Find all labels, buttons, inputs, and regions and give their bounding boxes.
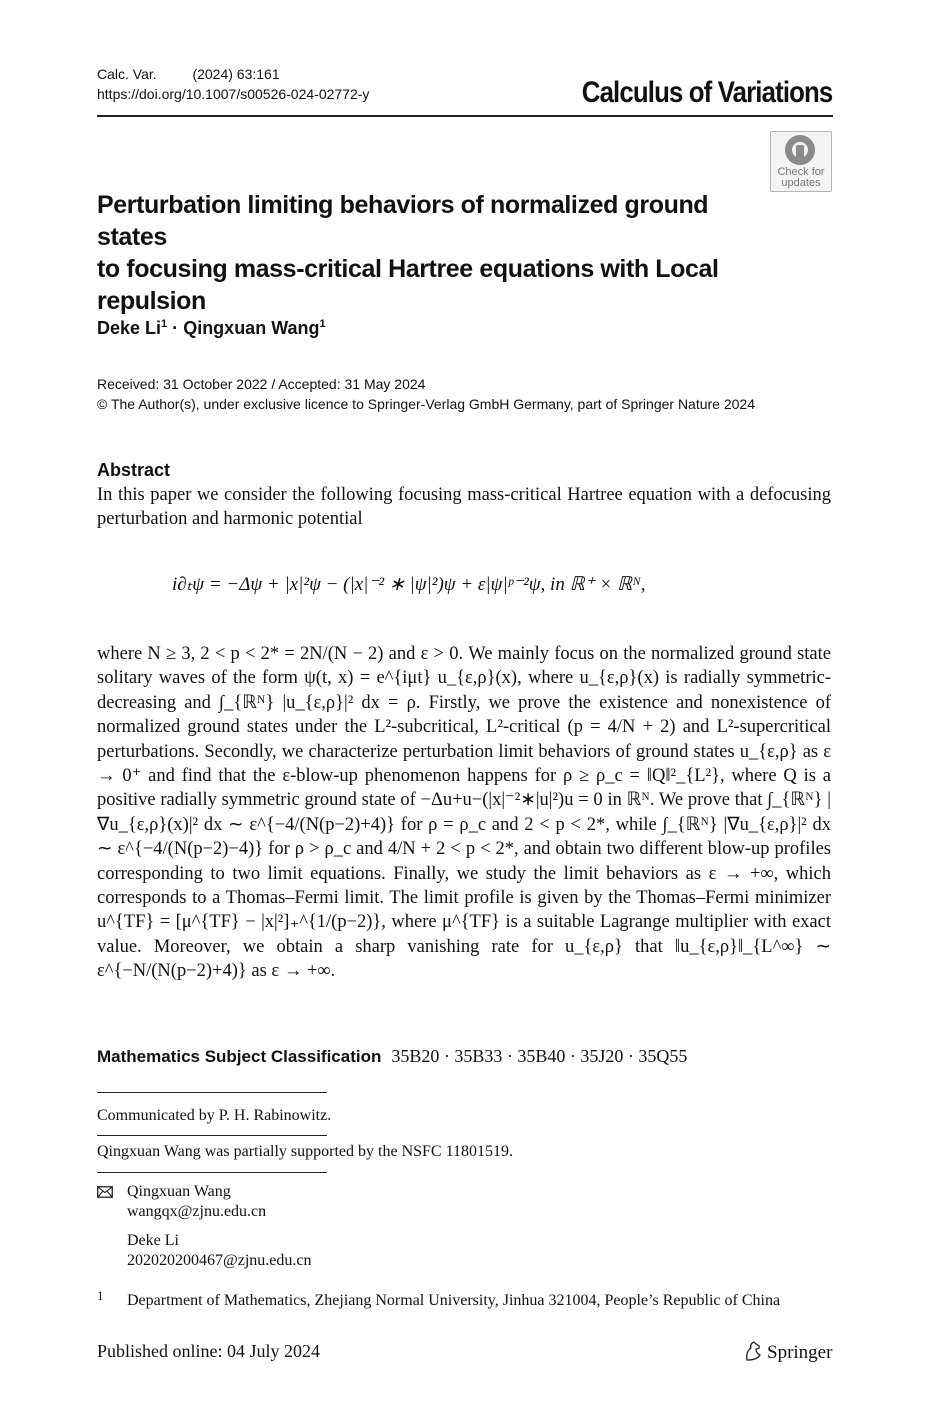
publisher-logo[interactable] xyxy=(743,1340,832,1364)
msc-line xyxy=(97,1046,687,1067)
check-for-updates-badge[interactable] xyxy=(770,131,832,192)
contact-email[interactable]: wangqx@zjnu.edu.cn xyxy=(127,1203,267,1220)
abstract-intro: In this paper we consider the following focusing mass-critical Hartree equation with a defocusing perturbation and harmonic potential xyxy=(97,485,831,530)
header-citation xyxy=(97,64,280,84)
author-name[interactable]: Qingxuan Wang xyxy=(183,318,320,338)
communicated-by: Communicated by P. H. Rabinowitz. xyxy=(97,1107,332,1124)
doi-link[interactable]: https://doi.org/10.1007/s00526-024-02772-y xyxy=(97,86,370,102)
author-list: Deke Li$^1$ · Qingxuan Wang$^1$ xyxy=(97,318,326,338)
footnote-rule xyxy=(97,1135,327,1136)
contact-name: Qingxuan Wang xyxy=(127,1183,231,1200)
citation: (2024) 63:161 xyxy=(192,66,280,82)
contact-name: Deke Li xyxy=(127,1232,179,1249)
footnote-rule xyxy=(97,1172,327,1173)
footnote-rule xyxy=(97,1092,327,1093)
abstract-body: where N ≥ 3, 2 < p < 2* = 2N/(N − 2) and ε > 0. We mainly focus on the normalized ground state solitary waves of the form ψ(t, x) = e^{iμt} u_{ε,ρ}(x), where u_{ε,ρ}(x) is radially symmetric-decreasing and ∫_{ℝᴺ} |u_{ε,ρ}|² dx = ρ. Firstly, we prove the existence and nonexistence of normalized ground states under the L²-subcritical, L²-critical (p = 4/N + 2) and L²-supercritical perturbations. Secondly, we characterize perturbation limit behaviors of ground states u_{ε,ρ} as ε → 0⁺ and find that the ε-blow-up phenomenon happens for ρ ≥ ρ_c = ‖Q‖²_{L²}, where Q is a positive radially symmetric ground state of −Δu+u−(|x|⁻²∗|u|²)u = 0 in ℝᴺ. We prove that ∫_{ℝᴺ} |∇u_{ε,ρ}(x)|² dx ∼ ε^{−4/(N(p−2)+4)} for ρ = ρ_c and 2 < p < 2*, while ∫_{ℝᴺ} |∇u_{ε,ρ}|² dx ∼ ε^{−4/(N(p−2)−4)} for ρ > ρ_c and 4/N + 2 < p < 2*, and obtain two different blow-up profiles corresponding to two limit equations. Finally, we study the limit behaviors as ε → +∞, which corresponds to a Thomas–Fermi limit. The limit profile is given by the Thomas–Fermi minimizer u^{TF} = [μ^{TF} − |x|²]₊^{1/(p−2)}, where μ^{TF} is a suitable Lagrange multiplier with exact value. Moreover, we obtain a sharp vanishing rate for u_{ε,ρ} that ‖u_{ε,ρ}‖_{L^∞} ∼ ε^{−N/(N(p−2)+4)} as ε → +∞. xyxy=(97,644,831,982)
badge-label: Check for updates xyxy=(777,166,825,189)
abstract-heading: Abstract xyxy=(97,460,171,480)
envelope-icon xyxy=(97,1186,113,1198)
contact-block xyxy=(127,1182,311,1271)
affiliation: Department of Mathematics, Zhejiang Normal University, Jinhua 321004, People’s Republic of China xyxy=(127,1292,781,1309)
received-accepted-dates: Received: 31 October 2022 / Accepted: 31 May 2024 xyxy=(97,376,426,392)
hartree-equation: i∂ₜψ = −Δψ + |x|²ψ − (|x|⁻² ∗ |ψ|²)ψ + ε|ψ|ᵖ⁻²ψ, in ℝ⁺ × ℝᴺ, xyxy=(172,574,646,595)
msc-codes: 35B20 · 35B33 · 35B40 · 35J20 · 35Q55 xyxy=(391,1046,688,1066)
article-title: Perturbation limiting behaviors of normalized ground states to focusing mass-critical Hartree equations with Local repulsion xyxy=(97,191,719,315)
journal-name: Calculus of Variations xyxy=(581,76,832,109)
publisher-name: Springer xyxy=(767,1342,833,1363)
affiliation-number: 1 xyxy=(97,1288,104,1303)
check-for-updates-icon xyxy=(785,135,815,165)
header-rule xyxy=(97,115,833,117)
published-online-date: Published online: 04 July 2024 xyxy=(97,1341,321,1361)
contact-email[interactable]: 202020200467@zjnu.edu.cn xyxy=(127,1252,312,1269)
funding-note: Qingxuan Wang was partially supported by the NSFC 11801519. xyxy=(97,1143,514,1160)
journal-abbrev: Calc. Var. xyxy=(97,66,157,82)
copyright-notice: © The Author(s), under exclusive licence to Springer-Verlag GmbH Germany, part of Springer Nature 2024 xyxy=(97,396,755,412)
msc-label: Mathematics Subject Classification xyxy=(97,1047,382,1066)
springer-horse-icon xyxy=(743,1340,763,1362)
author-name[interactable]: Deke Li xyxy=(97,318,162,338)
